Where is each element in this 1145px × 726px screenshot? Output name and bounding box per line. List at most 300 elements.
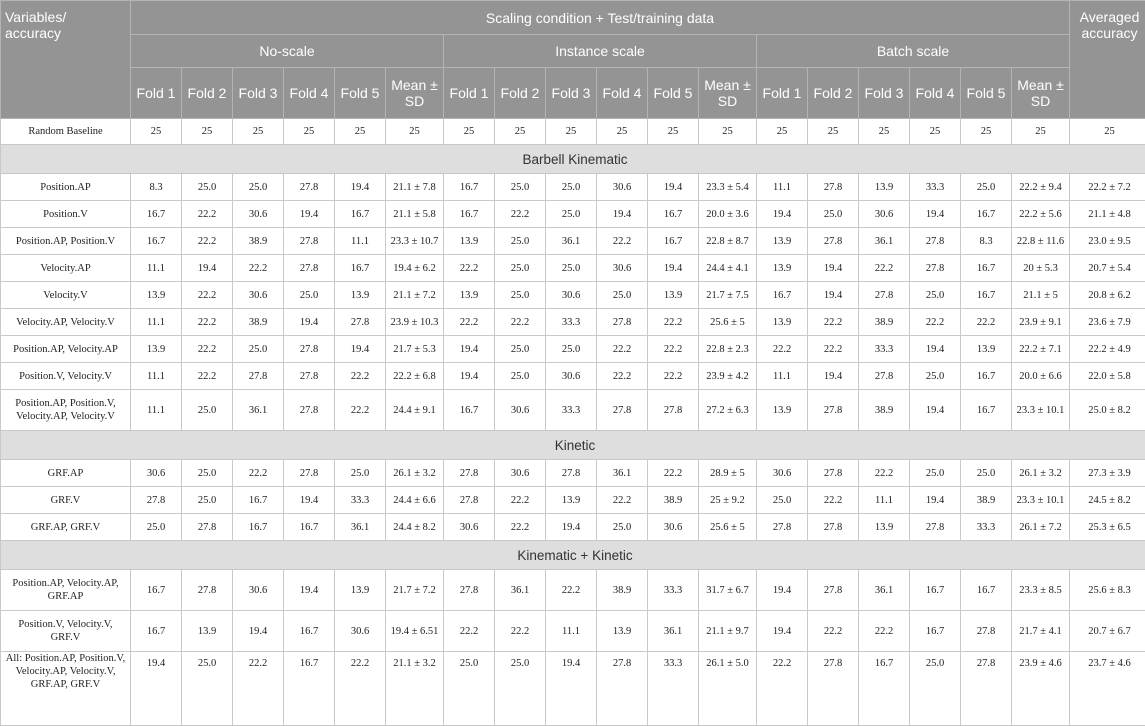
fold-header-cell: Fold 3	[233, 68, 284, 119]
fold-value-cell: 27.8	[808, 228, 859, 255]
fold-value-cell: 16.7	[233, 487, 284, 514]
fold-value-cell: 22.2	[182, 363, 233, 390]
fold-value-cell: 27.8	[284, 228, 335, 255]
fold-value-cell: 25	[182, 119, 233, 145]
fold-value-cell: 13.9	[131, 282, 182, 309]
fold-value-cell: 25.0	[757, 487, 808, 514]
fold-value-cell: 25.0	[182, 487, 233, 514]
fold-value-cell: 27.8	[233, 363, 284, 390]
mean-sd-cell: 21.7 ± 7.2	[386, 570, 444, 611]
mean-sd-cell: 25	[699, 119, 757, 145]
fold-value-cell: 33.3	[859, 336, 910, 363]
fold-value-cell: 19.4	[648, 174, 699, 201]
fold-value-cell: 8.3	[131, 174, 182, 201]
averaged-cell: 24.5 ± 8.2	[1070, 487, 1145, 514]
fold-value-cell: 19.4	[233, 611, 284, 652]
fold-value-cell: 30.6	[233, 282, 284, 309]
fold-value-cell: 22.2	[495, 514, 546, 541]
fold-value-cell: 30.6	[597, 255, 648, 282]
fold-value-cell: 25.0	[495, 363, 546, 390]
fold-value-cell: 25.0	[284, 282, 335, 309]
fold-value-cell: 27.8	[182, 514, 233, 541]
fold-value-cell: 27.8	[284, 390, 335, 431]
section-title: Barbell Kinematic	[1, 145, 1145, 174]
section-header-row	[1, 145, 1145, 174]
fold-header-cell: Fold 4	[284, 68, 335, 119]
fold-value-cell: 27.8	[284, 336, 335, 363]
fold-value-cell: 38.9	[233, 228, 284, 255]
fold-value-cell: 22.2	[182, 201, 233, 228]
fold-value-cell: 13.9	[335, 570, 386, 611]
fold-value-cell: 25.0	[910, 282, 961, 309]
fold-value-cell: 30.6	[233, 201, 284, 228]
fold-value-cell: 33.3	[546, 309, 597, 336]
fold-value-cell: 38.9	[597, 570, 648, 611]
fold-value-cell: 19.4	[757, 201, 808, 228]
fold-value-cell: 13.9	[961, 336, 1012, 363]
fold-value-cell: 19.4	[444, 363, 495, 390]
fold-value-cell: 25.0	[597, 514, 648, 541]
mean-sd-cell: 25.6 ± 5	[699, 309, 757, 336]
mean-sd-cell: 20 ± 5.3	[1012, 255, 1070, 282]
mean-sd-cell: 23.9 ± 4.2	[699, 363, 757, 390]
fold-value-cell: 25.0	[910, 363, 961, 390]
table-row	[1, 309, 1145, 336]
fold-value-cell: 22.2	[757, 336, 808, 363]
mean-sd-cell: 21.7 ± 4.1	[1012, 611, 1070, 652]
condition-header-no-scale: No-scale	[131, 35, 444, 68]
mean-sd-cell: 21.1 ± 9.7	[699, 611, 757, 652]
fold-value-cell: 27.8	[859, 363, 910, 390]
fold-value-cell: 38.9	[859, 309, 910, 336]
row-label: All: Position.AP, Position.V, Velocity.AP, Velocity.V, GRF.AP, GRF.V	[1, 652, 131, 726]
fold-value-cell: 27.8	[284, 174, 335, 201]
mean-sd-cell: 21.1 ± 3.2	[386, 652, 444, 726]
fold-value-cell: 30.6	[444, 514, 495, 541]
mean-sd-cell: 25	[1012, 119, 1070, 145]
mean-sd-cell: 21.7 ± 5.3	[386, 336, 444, 363]
fold-header-cell: Mean ± SD	[699, 68, 757, 119]
fold-value-cell: 36.1	[859, 570, 910, 611]
fold-value-cell: 19.4	[910, 336, 961, 363]
fold-value-cell: 19.4	[284, 487, 335, 514]
fold-value-cell: 11.1	[757, 363, 808, 390]
mean-sd-cell: 22.2 ± 9.4	[1012, 174, 1070, 201]
fold-value-cell: 22.2	[182, 282, 233, 309]
fold-value-cell: 36.1	[648, 611, 699, 652]
fold-header-cell: Fold 4	[910, 68, 961, 119]
fold-value-cell: 19.4	[648, 255, 699, 282]
fold-value-cell: 16.7	[233, 514, 284, 541]
mean-sd-cell: 21.1 ± 5	[1012, 282, 1070, 309]
fold-value-cell: 25.0	[495, 255, 546, 282]
averaged-cell: 25	[1070, 119, 1145, 145]
mean-sd-cell: 23.3 ± 10.1	[1012, 487, 1070, 514]
fold-value-cell: 19.4	[910, 487, 961, 514]
fold-value-cell: 25	[284, 119, 335, 145]
mean-sd-cell: 24.4 ± 9.1	[386, 390, 444, 431]
fold-value-cell: 30.6	[859, 201, 910, 228]
fold-value-cell: 16.7	[961, 390, 1012, 431]
fold-value-cell: 22.2	[757, 652, 808, 726]
fold-value-cell: 25.0	[808, 201, 859, 228]
mean-sd-cell: 23.3 ± 8.5	[1012, 570, 1070, 611]
fold-value-cell: 11.1	[131, 363, 182, 390]
row-label: GRF.AP	[1, 460, 131, 487]
fold-value-cell: 22.2	[597, 363, 648, 390]
row-label: Velocity.AP, Velocity.V	[1, 309, 131, 336]
fold-header-cell: Fold 5	[648, 68, 699, 119]
mean-sd-cell: 26.1 ± 3.2	[1012, 460, 1070, 487]
mean-sd-cell: 26.1 ± 3.2	[386, 460, 444, 487]
fold-value-cell: 30.6	[546, 363, 597, 390]
fold-value-cell: 19.4	[182, 255, 233, 282]
fold-value-cell: 25.0	[546, 255, 597, 282]
fold-value-cell: 25	[495, 119, 546, 145]
row-label: Velocity.AP	[1, 255, 131, 282]
fold-value-cell: 27.8	[648, 390, 699, 431]
table-row	[1, 611, 1145, 652]
fold-value-cell: 16.7	[859, 652, 910, 726]
fold-value-cell: 22.2	[859, 611, 910, 652]
fold-value-cell: 27.8	[284, 363, 335, 390]
fold-value-cell: 13.9	[757, 309, 808, 336]
fold-value-cell: 27.8	[910, 514, 961, 541]
fold-value-cell: 22.2	[233, 255, 284, 282]
mean-sd-cell: 22.8 ± 2.3	[699, 336, 757, 363]
fold-value-cell: 16.7	[961, 570, 1012, 611]
averaged-cell: 25.6 ± 8.3	[1070, 570, 1145, 611]
mean-sd-cell: 21.1 ± 5.8	[386, 201, 444, 228]
fold-value-cell: 27.8	[808, 390, 859, 431]
fold-value-cell: 25	[961, 119, 1012, 145]
fold-value-cell: 16.7	[335, 201, 386, 228]
fold-value-cell: 22.2	[233, 460, 284, 487]
fold-value-cell: 19.4	[757, 570, 808, 611]
fold-value-cell: 16.7	[444, 390, 495, 431]
fold-value-cell: 25.0	[495, 282, 546, 309]
fold-value-cell: 27.8	[284, 460, 335, 487]
mean-sd-cell: 22.2 ± 6.8	[386, 363, 444, 390]
table-row	[1, 201, 1145, 228]
fold-value-cell: 25.0	[444, 652, 495, 726]
variables-header: Variables/ accuracy	[1, 1, 131, 119]
fold-value-cell: 25.0	[233, 336, 284, 363]
fold-value-cell: 25.0	[546, 336, 597, 363]
fold-value-cell: 19.4	[284, 201, 335, 228]
condition-header-batch-scale: Batch scale	[757, 35, 1070, 68]
fold-value-cell: 38.9	[233, 309, 284, 336]
fold-value-cell: 25.0	[546, 201, 597, 228]
fold-value-cell: 27.8	[546, 460, 597, 487]
fold-header-cell: Fold 3	[859, 68, 910, 119]
fold-value-cell: 25	[444, 119, 495, 145]
averaged-cell: 23.0 ± 9.5	[1070, 228, 1145, 255]
fold-value-cell: 13.9	[757, 255, 808, 282]
mean-sd-cell: 21.7 ± 7.5	[699, 282, 757, 309]
fold-value-cell: 16.7	[910, 611, 961, 652]
fold-header-cell: Fold 5	[335, 68, 386, 119]
row-label: Velocity.V	[1, 282, 131, 309]
fold-value-cell: 22.2	[495, 201, 546, 228]
fold-value-cell: 13.9	[335, 282, 386, 309]
table-row	[1, 282, 1145, 309]
fold-value-cell: 27.8	[808, 514, 859, 541]
table-row	[1, 570, 1145, 611]
fold-value-cell: 22.2	[335, 652, 386, 726]
fold-value-cell: 30.6	[495, 460, 546, 487]
fold-value-cell: 30.6	[335, 611, 386, 652]
fold-value-cell: 16.7	[131, 201, 182, 228]
fold-value-cell: 19.4	[546, 514, 597, 541]
fold-value-cell: 22.2	[808, 309, 859, 336]
fold-value-cell: 22.2	[597, 336, 648, 363]
fold-value-cell: 16.7	[961, 363, 1012, 390]
fold-value-cell: 16.7	[910, 570, 961, 611]
fold-value-cell: 25	[233, 119, 284, 145]
fold-value-cell: 27.8	[961, 652, 1012, 726]
fold-value-cell: 13.9	[131, 336, 182, 363]
row-label: Position.AP, Velocity.AP, GRF.AP	[1, 570, 131, 611]
table-row	[1, 119, 1145, 145]
fold-value-cell: 22.2	[444, 309, 495, 336]
fold-value-cell: 27.8	[808, 570, 859, 611]
mean-sd-cell: 26.1 ± 5.0	[699, 652, 757, 726]
averaged-cell: 22.0 ± 5.8	[1070, 363, 1145, 390]
fold-value-cell: 25	[859, 119, 910, 145]
fold-value-cell: 22.2	[648, 336, 699, 363]
row-label: Position.AP, Position.V, Velocity.AP, Velocity.V	[1, 390, 131, 431]
fold-value-cell: 22.2	[495, 487, 546, 514]
fold-value-cell: 38.9	[961, 487, 1012, 514]
fold-value-cell: 16.7	[444, 201, 495, 228]
row-label: Position.AP, Velocity.AP	[1, 336, 131, 363]
averaged-cell: 20.7 ± 6.7	[1070, 611, 1145, 652]
fold-value-cell: 27.8	[444, 570, 495, 611]
section-title: Kinetic	[1, 431, 1145, 460]
fold-value-cell: 30.6	[495, 390, 546, 431]
fold-value-cell: 19.4	[597, 201, 648, 228]
fold-value-cell: 36.1	[233, 390, 284, 431]
fold-value-cell: 27.8	[597, 309, 648, 336]
fold-value-cell: 22.2	[546, 570, 597, 611]
fold-header-cell: Mean ± SD	[1012, 68, 1070, 119]
fold-value-cell: 36.1	[597, 460, 648, 487]
fold-value-cell: 11.1	[131, 255, 182, 282]
fold-value-cell: 25.0	[131, 514, 182, 541]
fold-value-cell: 30.6	[757, 460, 808, 487]
mean-sd-cell: 21.1 ± 7.8	[386, 174, 444, 201]
fold-value-cell: 27.8	[961, 611, 1012, 652]
fold-value-cell: 19.4	[131, 652, 182, 726]
fold-value-cell: 25.0	[182, 390, 233, 431]
condition-header-instance-scale: Instance scale	[444, 35, 757, 68]
fold-value-cell: 25.0	[495, 228, 546, 255]
fold-value-cell: 27.8	[131, 487, 182, 514]
fold-value-cell: 27.8	[444, 487, 495, 514]
fold-value-cell: 25	[131, 119, 182, 145]
fold-value-cell: 30.6	[131, 460, 182, 487]
mean-sd-cell: 23.9 ± 9.1	[1012, 309, 1070, 336]
fold-value-cell: 22.2	[910, 309, 961, 336]
fold-value-cell: 27.8	[597, 652, 648, 726]
fold-value-cell: 16.7	[648, 201, 699, 228]
fold-value-cell: 13.9	[757, 228, 808, 255]
fold-value-cell: 13.9	[182, 611, 233, 652]
mean-sd-cell: 28.9 ± 5	[699, 460, 757, 487]
fold-value-cell: 19.4	[808, 363, 859, 390]
fold-value-cell: 25.0	[495, 174, 546, 201]
table-row	[1, 460, 1145, 487]
fold-value-cell: 16.7	[131, 570, 182, 611]
fold-value-cell: 22.2	[335, 390, 386, 431]
fold-value-cell: 19.4	[284, 309, 335, 336]
table-row	[1, 652, 1145, 726]
scaling-condition-header: Scaling condition + Test/training data	[131, 1, 1070, 35]
fold-value-cell: 22.2	[808, 611, 859, 652]
fold-value-cell: 27.8	[444, 460, 495, 487]
table-body	[1, 119, 1145, 726]
mean-sd-cell: 22.8 ± 11.6	[1012, 228, 1070, 255]
section-header-row	[1, 541, 1145, 570]
mean-sd-cell: 20.0 ± 3.6	[699, 201, 757, 228]
averaged-cell: 20.8 ± 6.2	[1070, 282, 1145, 309]
fold-header-cell: Fold 2	[808, 68, 859, 119]
averaged-cell: 23.6 ± 7.9	[1070, 309, 1145, 336]
fold-value-cell: 13.9	[444, 228, 495, 255]
fold-value-cell: 30.6	[233, 570, 284, 611]
mean-sd-cell: 23.9 ± 4.6	[1012, 652, 1070, 726]
fold-value-cell: 13.9	[859, 174, 910, 201]
mean-sd-cell: 19.4 ± 6.2	[386, 255, 444, 282]
table-row	[1, 336, 1145, 363]
fold-value-cell: 16.7	[444, 174, 495, 201]
mean-sd-cell: 24.4 ± 6.6	[386, 487, 444, 514]
fold-value-cell: 25.0	[182, 652, 233, 726]
fold-value-cell: 19.4	[910, 390, 961, 431]
fold-value-cell: 36.1	[335, 514, 386, 541]
fold-value-cell: 22.2	[495, 309, 546, 336]
fold-value-cell: 19.4	[546, 652, 597, 726]
fold-value-cell: 11.1	[757, 174, 808, 201]
fold-value-cell: 16.7	[648, 228, 699, 255]
fold-value-cell: 22.2	[233, 652, 284, 726]
fold-value-cell: 19.4	[335, 336, 386, 363]
row-label: GRF.AP, GRF.V	[1, 514, 131, 541]
mean-sd-cell: 25	[386, 119, 444, 145]
mean-sd-cell: 23.9 ± 10.3	[386, 309, 444, 336]
fold-header-cell: Fold 1	[444, 68, 495, 119]
fold-value-cell: 19.4	[284, 570, 335, 611]
table-row	[1, 514, 1145, 541]
mean-sd-cell: 26.1 ± 7.2	[1012, 514, 1070, 541]
mean-sd-cell: 22.2 ± 5.6	[1012, 201, 1070, 228]
row-label: Position.V	[1, 201, 131, 228]
fold-value-cell: 22.2	[182, 336, 233, 363]
fold-value-cell: 25.0	[546, 174, 597, 201]
row-label: Position.V, Velocity.V, GRF.V	[1, 611, 131, 652]
fold-header-cell: Fold 3	[546, 68, 597, 119]
fold-value-cell: 16.7	[131, 611, 182, 652]
fold-value-cell: 33.3	[335, 487, 386, 514]
fold-value-cell: 19.4	[757, 611, 808, 652]
fold-value-cell: 27.8	[597, 390, 648, 431]
fold-value-cell: 11.1	[335, 228, 386, 255]
row-label: Position.AP	[1, 174, 131, 201]
fold-value-cell: 25	[597, 119, 648, 145]
fold-value-cell: 13.9	[597, 611, 648, 652]
averaged-cell: 25.3 ± 6.5	[1070, 514, 1145, 541]
fold-value-cell: 30.6	[597, 174, 648, 201]
fold-value-cell: 38.9	[648, 487, 699, 514]
fold-value-cell: 27.8	[757, 514, 808, 541]
fold-value-cell: 25	[757, 119, 808, 145]
mean-sd-cell: 23.3 ± 10.7	[386, 228, 444, 255]
fold-value-cell: 16.7	[284, 514, 335, 541]
mean-sd-cell: 25.6 ± 5	[699, 514, 757, 541]
fold-value-cell: 22.2	[808, 336, 859, 363]
fold-value-cell: 11.1	[546, 611, 597, 652]
fold-value-cell: 33.3	[648, 570, 699, 611]
fold-value-cell: 25.0	[233, 174, 284, 201]
fold-value-cell: 11.1	[859, 487, 910, 514]
fold-value-cell: 25.0	[910, 652, 961, 726]
fold-value-cell: 27.8	[335, 309, 386, 336]
fold-value-cell: 27.8	[910, 255, 961, 282]
table-row	[1, 174, 1145, 201]
fold-value-cell: 22.2	[648, 363, 699, 390]
fold-value-cell: 19.4	[444, 336, 495, 363]
averaged-cell: 20.7 ± 5.4	[1070, 255, 1145, 282]
mean-sd-cell: 23.3 ± 5.4	[699, 174, 757, 201]
mean-sd-cell: 24.4 ± 8.2	[386, 514, 444, 541]
fold-value-cell: 25	[648, 119, 699, 145]
fold-value-cell: 38.9	[859, 390, 910, 431]
fold-value-cell: 25.0	[910, 460, 961, 487]
fold-value-cell: 19.4	[335, 174, 386, 201]
fold-value-cell: 22.2	[444, 611, 495, 652]
fold-value-cell: 22.2	[335, 363, 386, 390]
fold-value-cell: 16.7	[335, 255, 386, 282]
fold-value-cell: 16.7	[131, 228, 182, 255]
row-label: Position.AP, Position.V	[1, 228, 131, 255]
fold-value-cell: 16.7	[961, 255, 1012, 282]
fold-value-cell: 27.8	[808, 174, 859, 201]
fold-value-cell: 22.2	[495, 611, 546, 652]
fold-value-cell: 16.7	[284, 611, 335, 652]
fold-value-cell: 27.8	[182, 570, 233, 611]
fold-value-cell: 22.2	[648, 309, 699, 336]
mean-sd-cell: 21.1 ± 7.2	[386, 282, 444, 309]
fold-value-cell: 19.4	[808, 282, 859, 309]
mean-sd-cell: 20.0 ± 6.6	[1012, 363, 1070, 390]
mean-sd-cell: 27.2 ± 6.3	[699, 390, 757, 431]
fold-value-cell: 22.2	[597, 228, 648, 255]
mean-sd-cell: 22.8 ± 8.7	[699, 228, 757, 255]
fold-value-cell: 36.1	[546, 228, 597, 255]
table-row	[1, 487, 1145, 514]
fold-header-cell: Fold 2	[182, 68, 233, 119]
fold-value-cell: 33.3	[546, 390, 597, 431]
averaged-cell: 21.1 ± 4.8	[1070, 201, 1145, 228]
fold-value-cell: 25	[546, 119, 597, 145]
fold-value-cell: 16.7	[284, 652, 335, 726]
fold-value-cell: 30.6	[546, 282, 597, 309]
averaged-accuracy-header: Averaged accuracy	[1070, 1, 1145, 119]
fold-value-cell: 30.6	[648, 514, 699, 541]
fold-value-cell: 22.2	[182, 228, 233, 255]
row-label: Position.V, Velocity.V	[1, 363, 131, 390]
